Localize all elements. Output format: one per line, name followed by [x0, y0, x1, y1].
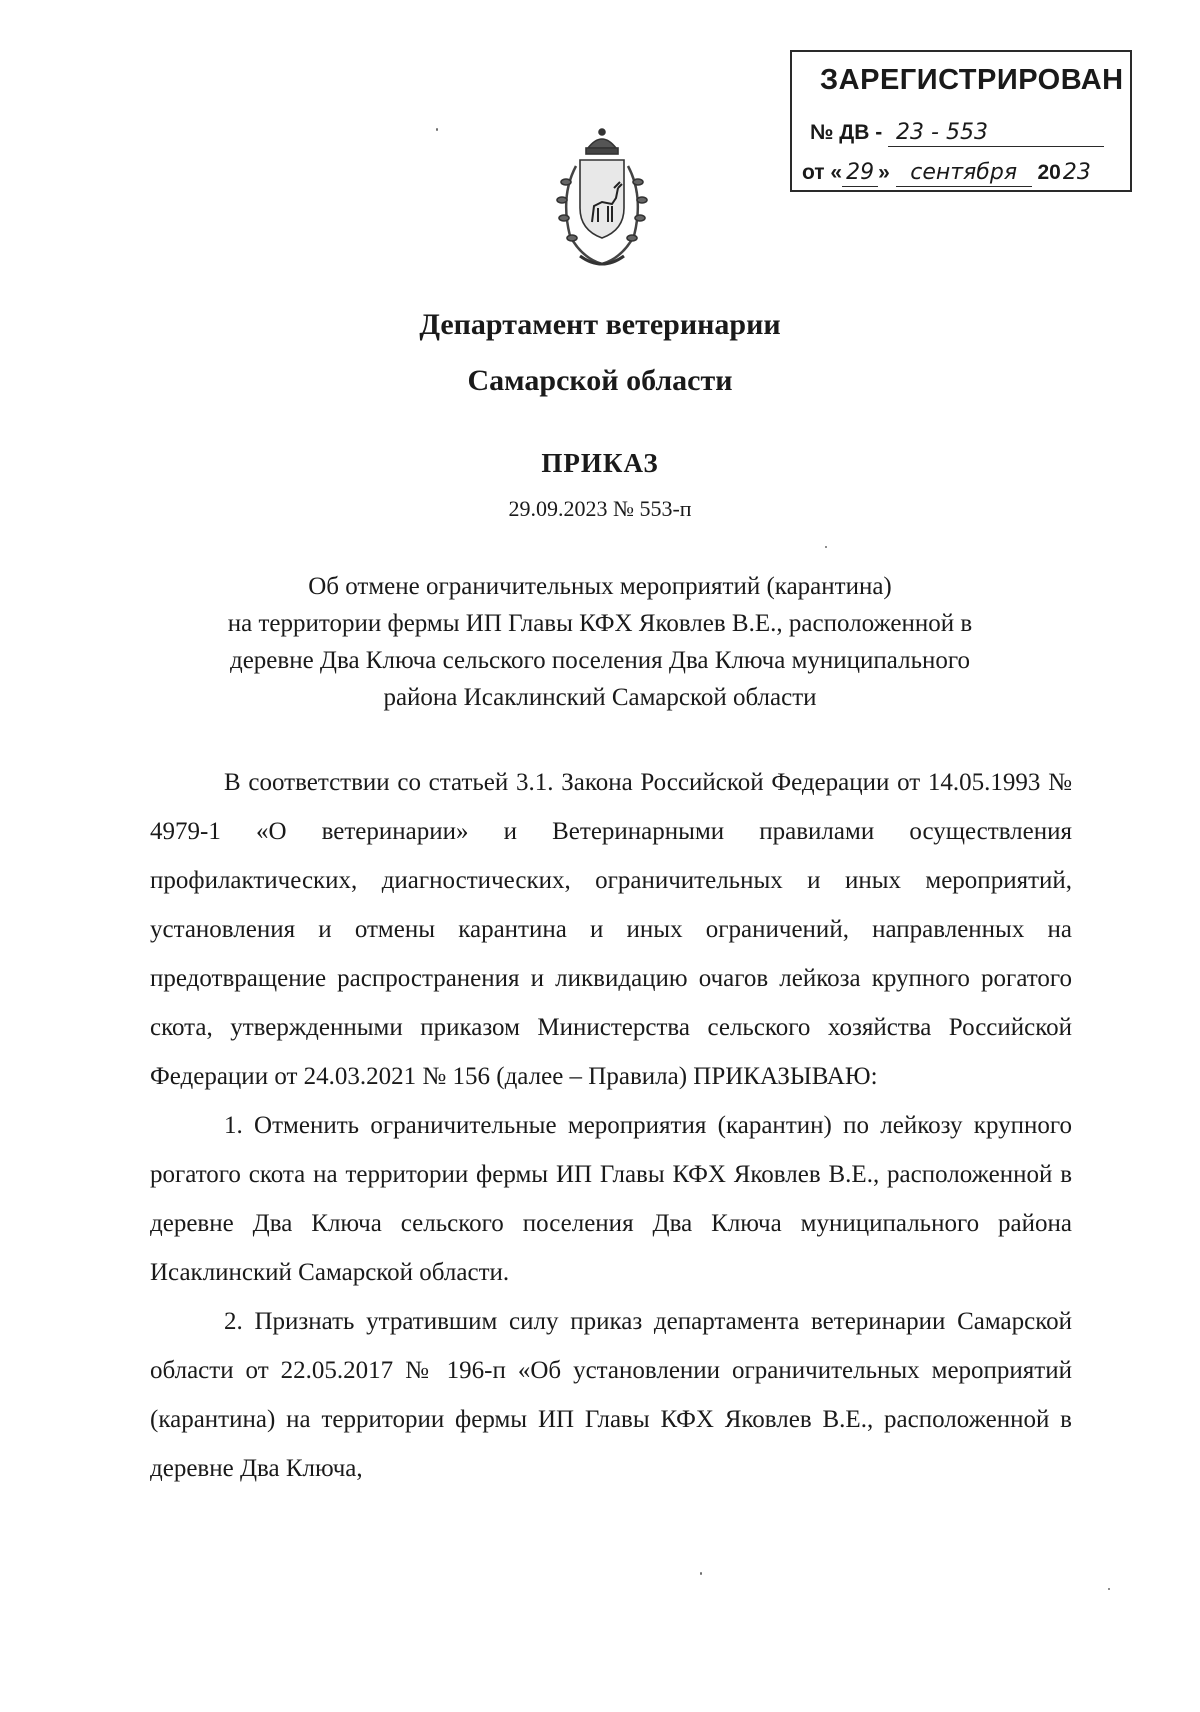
- samara-coat-of-arms-icon: [546, 126, 658, 278]
- document-type: ПРИКАЗ: [541, 448, 659, 478]
- subject-line: Об отмене ограничительных мероприятий (карантина): [308, 573, 892, 600]
- scan-speck: [1108, 1588, 1110, 1590]
- department-name-line1: Департамент ветеринарии: [419, 308, 781, 341]
- subject-line: деревне Два Ключа сельского поселения Два Ключа муниципального: [229, 647, 970, 674]
- stamp-date-line: [802, 160, 1093, 187]
- stamp-number-handwritten: 23 - 553: [888, 120, 1104, 147]
- order-item-2: 2. Признать утратившим силу приказ департамента ветеринарии Самарской области от 22.05.2017 № 196-п «Об установлении ограничительных мероприятий (карантина) на территории фермы ИП Главы КФХ Яковлев В.Е., расположенной в деревне Два Ключа,: [150, 1308, 1072, 1482]
- scan-speck: [700, 1572, 702, 1575]
- stamp-title: ЗАРЕГИСТРИРОВАН: [820, 64, 1124, 96]
- document-date-number: 29.09.2023 № 553-п: [508, 496, 692, 521]
- order-subject: [150, 568, 1050, 716]
- stamp-date-prefix: от «: [802, 161, 843, 184]
- order-item-1: 1. Отменить ограничительные мероприятия (карантин) по лейкозу крупного рогатого скота на территории фермы ИП Главы КФХ Яковлев В.Е., расположенной в деревне Два Ключа сельского поселения Два Ключа муниципального района Исаклинский Самарской области.: [150, 1112, 1072, 1286]
- preamble-paragraph: В соответствии со статьей 3.1. Закона Российской Федерации от 14.05.1993 № 4979-1 «О ветеринарии» и Ветеринарными правилами осуществления профилактических, диагностических, ограничительных и иных мероприятий, установления и отмены карантина и иных ограничений, направленных на предотвращение распространения и ликвидацию очагов лейкоза крупного рогатого скота, утвержденными приказом Министерства сельского хозяйства Российской Федерации от 24.03.2021 № 156 (далее – Правила) ПРИКАЗЫВАЮ:: [150, 769, 1072, 1090]
- scan-speck: [436, 128, 438, 131]
- department-name-line2: Самарской области: [467, 364, 733, 397]
- stamp-year-printed: 20: [1037, 161, 1061, 184]
- scan-speck: [825, 546, 827, 548]
- order-body: [150, 758, 1072, 1493]
- stamp-date-mid: »: [878, 161, 890, 184]
- stamp-number-line: [810, 120, 1104, 147]
- subject-line: района Исаклинский Самарской области: [383, 684, 817, 711]
- registration-stamp: [790, 50, 1132, 192]
- subject-line: на территории фермы ИП Главы КФХ Яковлев В.Е., расположенной в: [227, 610, 973, 637]
- stamp-number-label: № ДВ -: [810, 121, 883, 144]
- stamp-date-day: 29: [842, 160, 878, 187]
- stamp-year-handwritten: 23: [1062, 160, 1091, 185]
- stamp-date-month: сентября: [896, 160, 1032, 187]
